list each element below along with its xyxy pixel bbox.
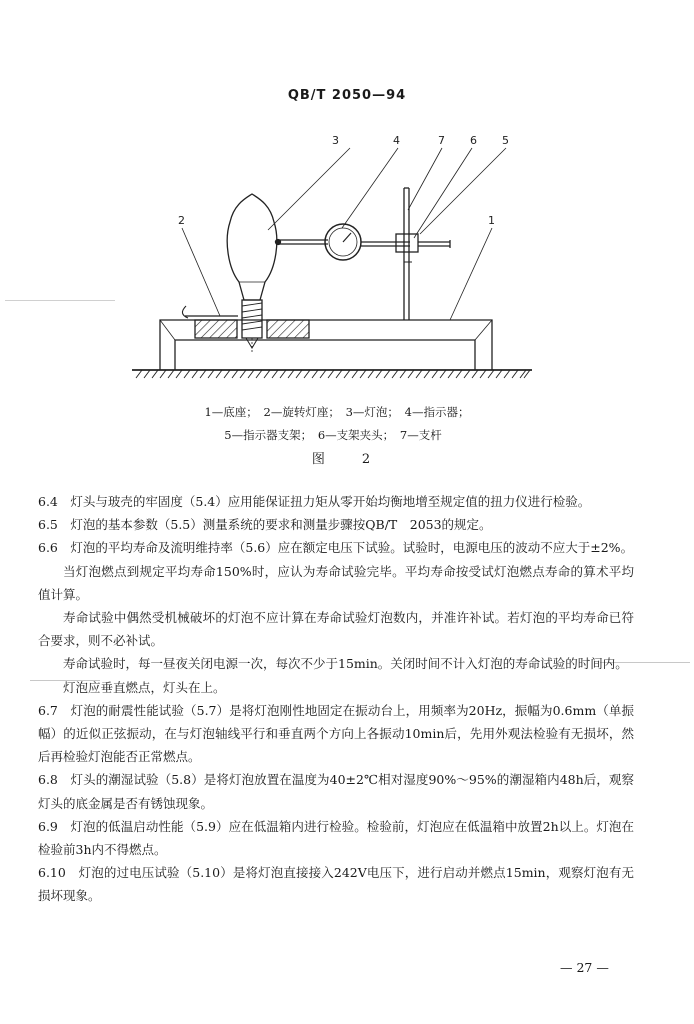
- lamp-bulb: [227, 194, 277, 300]
- paragraph-6-5: 6.5 灯泡的基本参数（5.5）测量系统的要求和测量步骤按QB/T 2053的规定。: [38, 517, 492, 533]
- ground-hatching: [136, 370, 530, 378]
- figure-caption: 图 2: [311, 452, 383, 467]
- figure-label-3: 3: [332, 134, 339, 147]
- rotating-lamp-holder: [195, 320, 237, 338]
- figure-legend-line-2: 5—指示器支架； 6—支架夹头； 7—支杆: [224, 428, 442, 442]
- paragraph-6-6: 6.6 灯泡的平均寿命及流明维持率（5.6）应在额定电压下试验。试验时，电源电压的波动不应大于±2%。: [38, 540, 634, 556]
- paragraph-6-7: 6.7 灯泡的耐震性能试验（5.7）是将灯泡刚性地固定在振动台上，用频率为20Hz，振幅为0.6mm（单振幅）的近似正弦振动，在与灯泡轴线平行和垂直两个方向上各振动10min后，先用外观法检验有无损坏，然后再检验灯泡能否正常燃点。: [38, 702, 634, 765]
- page-header: QB/T 2050—94: [287, 88, 407, 103]
- apparatus-figure: [120, 130, 540, 400]
- paragraph-life-test-damage: 寿命试验中偶然受机械破坏的灯泡不应计算在寿命试验灯泡数内，并准许补试。若灯泡的平均寿命已符合要求，则不必补试。: [38, 610, 634, 649]
- figure-label-4: 4: [393, 134, 400, 147]
- page-number: — 27 —: [560, 960, 609, 975]
- figure-label-6: 6: [470, 134, 477, 147]
- paragraph-life-test-end: 当灯泡燃点到规定平均寿命150%时，应认为寿命试验完毕。平均寿命按受试灯泡燃点寿命的算术平均值计算。: [38, 563, 634, 602]
- paragraph-6-8: 6.8 灯头的潮湿试验（5.8）是将灯泡放置在温度为40±2℃相对湿度90%～95%的潮湿箱内48h后，观察灯头的底金属是否有锈蚀现象。: [38, 772, 634, 811]
- paragraph-6-10: 6.10 灯泡的过电压试验（5.10）是将灯泡直接接入242V电压下，进行启动并燃点15min，观察灯泡有无损坏现象。: [38, 865, 634, 904]
- figure-label-5: 5: [502, 134, 509, 147]
- figure-label-7: 7: [438, 134, 445, 147]
- figure-label-2: 2: [178, 214, 185, 227]
- paragraph-life-test-power: 寿命试验时，每一昼夜关闭电源一次，每次不少于15min。关闭时间不计入灯泡的寿命试验的时间内。: [63, 656, 628, 672]
- scan-rule: [5, 300, 115, 301]
- figure-legend-line-1: 1—底座； 2—旋转灯座； 3—灯泡； 4—指示器；: [204, 405, 470, 419]
- figure-label-1: 1: [488, 214, 495, 227]
- body-text: [38, 490, 634, 908]
- paragraph-6-4: 6.4 灯头与玻壳的牢固度（5.4）应用能保证扭力矩从零开始均衡地增至规定值的扭力仪进行检验。: [38, 494, 591, 509]
- paragraph-lamp-vertical: 灯泡应垂直燃点，灯头在上。: [63, 679, 226, 695]
- paragraph-6-9: 6.9 灯泡的低温启动性能（5.9）应在低温箱内进行检验。检验前，灯泡应在低温箱中放置2h以上。灯泡在检验前3h内不得燃点。: [38, 818, 634, 858]
